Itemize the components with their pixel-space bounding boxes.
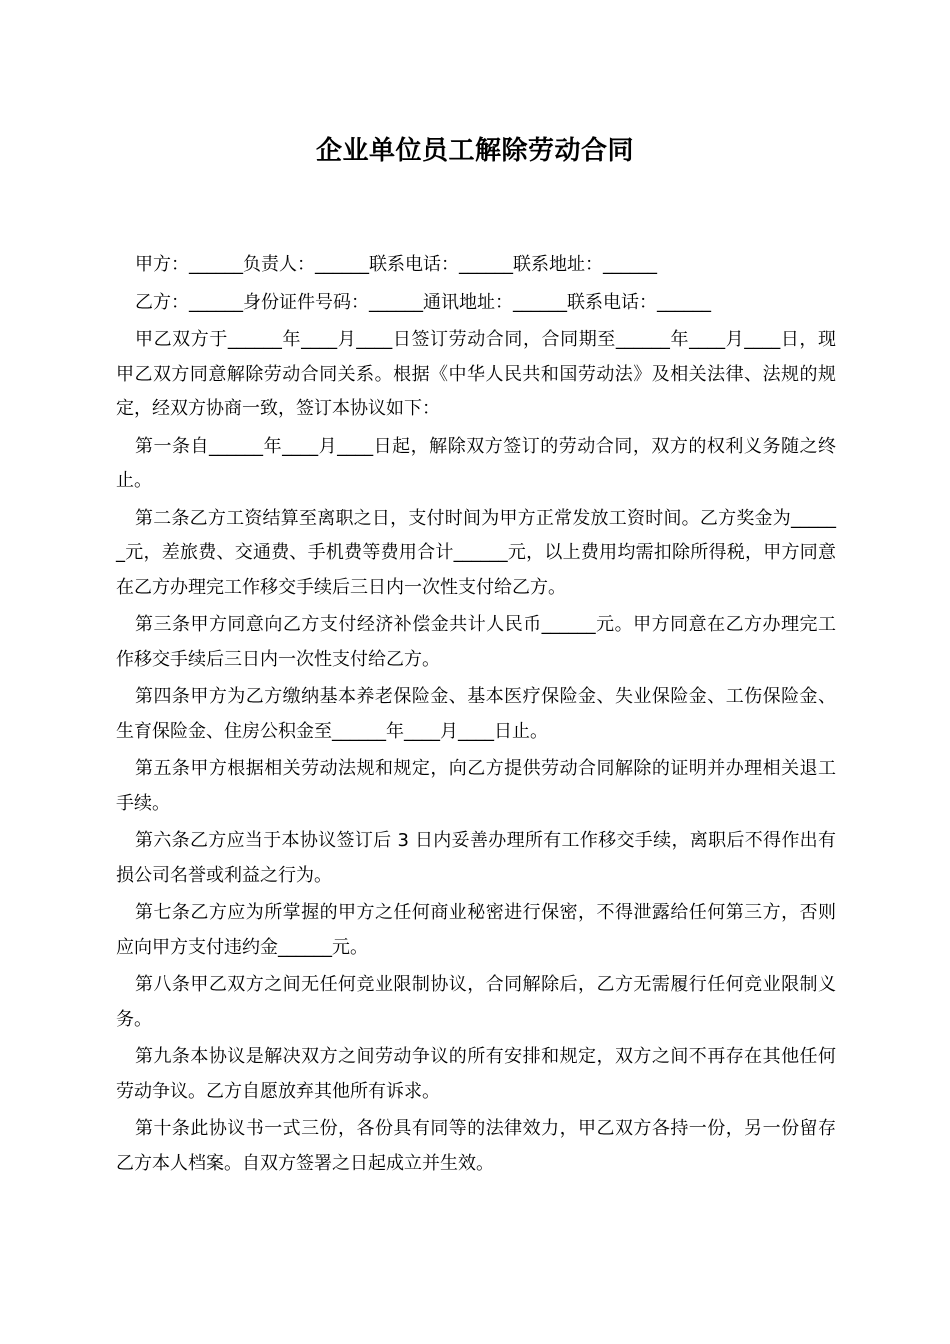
article-7: 第七条乙方应为所掌握的甲方之任何商业秘密进行保密，不得泄露给任何第三方，否则应向甲方支付违约金______元。 [116,902,836,958]
document-title: 企业单位员工解除劳动合同 [315,136,634,166]
article-10: 第十条此协议书一式三份，各份具有同等的法律效力，甲乙双方各持一份，另一份留存乙方本人档案。自双方签署之日起成立并生效。 [116,1118,836,1174]
intro-paragraph: 甲乙双方于______年____月____日签订劳动合同，合同期至______年____月____日，现甲乙双方同意解除劳动合同关系。根据《中华人民共和国劳动法》及相关法律、法规的规定，经双方协商一致，签订本协议如下： [116,329,836,419]
document-body [116,248,836,1184]
article-8: 第八条甲乙双方之间无任何竞业限制协议，合同解除后，乙方无需履行任何竞业限制义务。 [116,974,836,1030]
party-a-line: 甲方：______负责人：______联系电话：______联系地址：______ [135,254,657,275]
article-9: 第九条本协议是解决双方之间劳动争议的所有安排和规定，双方之间不再存在其他任何劳动争议。乙方自愿放弃其他所有诉求。 [116,1046,836,1102]
article-5: 第五条甲方根据相关劳动法规和规定，向乙方提供劳动合同解除的证明并办理相关退工手续。 [116,758,836,814]
article-3: 第三条甲方同意向乙方支付经济补偿金共计人民币______元。甲方同意在乙方办理完工作移交手续后三日内一次性支付给乙方。 [116,614,836,670]
article-4: 第四条甲方为乙方缴纳基本养老保险金、基本医疗保险金、失业保险金、工伤保险金、生育保险金、住房公积金至______年____月____日止。 [116,686,836,742]
party-b-line: 乙方：______身份证件号码：______通讯地址：______联系电话：______ [135,291,711,313]
article-2: 第二条乙方工资结算至离职之日，支付时间为甲方正常发放工资时间。乙方奖金为______元，差旅费、交通费、手机费等费用合计______元，以上费用均需扣除所得税，甲方同意在乙方办理完工作移交手续后三日内一次性支付给乙方。 [116,507,836,598]
article-6: 第六条乙方应当于本协议签订后 3 日内妥善办理所有工作移交手续，离职后不得作出有损公司名誉或利益之行为。 [116,830,836,886]
article-1: 第一条自______年____月____日起，解除双方签订的劳动合同，双方的权利义务随之终止。 [116,435,836,491]
